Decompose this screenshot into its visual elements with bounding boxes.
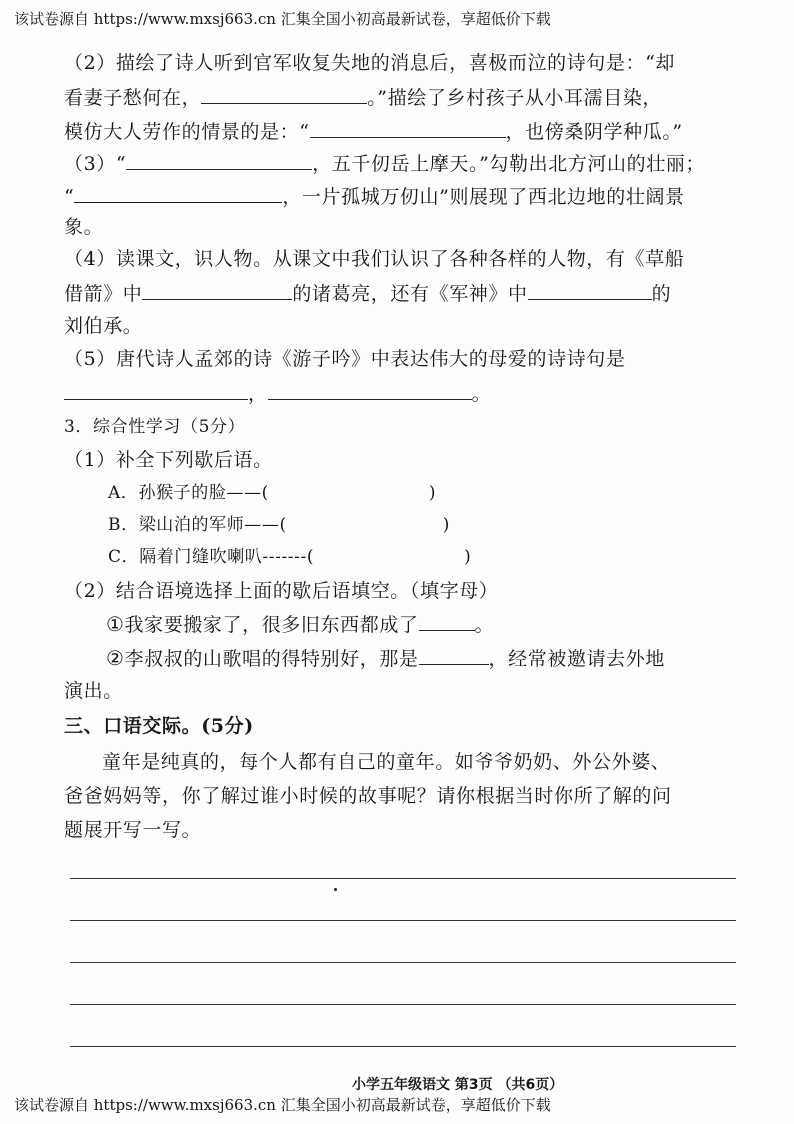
answer-blank[interactable] <box>528 280 652 300</box>
q3-line1: （3）“ ，五千仞岳上摩天。”勾勒出北方河山的壮丽； <box>64 150 705 177</box>
q4-line3: 刘伯承。 <box>64 315 143 337</box>
footer-watermark: 该试卷源自 https://www.mxsj663.cn 汇集全国小初高最新试卷，享超低价下载 <box>14 1096 551 1114</box>
q4-line1: （4）读课文，识人物。从课文中我们认识了各种各样的人物，有《草船 <box>64 248 685 270</box>
answer-blank[interactable] <box>142 280 292 300</box>
q5-line1: （5）唐代诗人孟郊的诗《游子吟》中表达伟大的母爱的诗诗句是 <box>64 348 626 370</box>
idiom-item-a: A．孙猴子的脸——( ) <box>108 483 437 503</box>
writing-line[interactable] <box>70 1046 736 1047</box>
context-item-1: ①我家要搬家了，很多旧东西都成了 。 <box>106 612 495 636</box>
q2-line2: 看妻子愁何在， 。”描绘了乡村孩子从小耳濡目染， <box>64 84 662 111</box>
q2-line1: （2）描绘了诗人听到官军收复失地的消息后，喜极而泣的诗句是：“却 <box>64 52 676 74</box>
answer-blank[interactable] <box>64 380 248 400</box>
answer-blank[interactable] <box>126 150 312 170</box>
answer-blank[interactable] <box>201 84 367 104</box>
writing-line[interactable] <box>70 962 736 963</box>
oral-paragraph-line2: 爸爸妈妈等，你了解过谁小时候的故事呢？请你根据当时你所了解的问 <box>64 785 672 807</box>
idiom-item-c: C．隔着门缝吹喇叭-------( ) <box>108 547 472 567</box>
section3-part2: （2）结合语境选择上面的歇后语填空。（填字母） <box>64 580 499 602</box>
answer-blank[interactable] <box>419 611 475 631</box>
header-watermark: 该试卷源自 https://www.mxsj663.cn 汇集全国小初高最新试卷，享超低价下载 <box>14 10 551 28</box>
answer-blank[interactable] <box>268 380 472 400</box>
q2-line3: 模仿大人劳作的情景的是：“ ，也傍桑阴学种瓜。” <box>64 118 683 145</box>
oral-section-title: 三、口语交际。(5分) <box>64 715 254 737</box>
answer-blank[interactable] <box>74 183 282 203</box>
writing-line[interactable] <box>70 878 736 879</box>
speck <box>334 888 337 891</box>
q5-line2: ， 。 <box>64 380 491 407</box>
context-item-2-cont: 演出。 <box>64 680 123 702</box>
writing-line[interactable] <box>70 920 736 921</box>
writing-line[interactable] <box>70 1004 736 1005</box>
section3-title: 3．综合性学习（5分） <box>64 417 246 437</box>
context-item-2: ②李叔叔的山歌唱的得特别好，那是 ，经常被邀请去外地 <box>106 646 665 670</box>
answer-blank[interactable] <box>419 645 489 665</box>
q3-line2: “ ，一片孤城万仞山”则展现了西北边地的壮阔景 <box>64 183 685 210</box>
idiom-item-b: B．梁山泊的军师——( ) <box>108 515 450 535</box>
section3-part1: （1）补全下列歇后语。 <box>64 449 273 471</box>
q3-line3: 象。 <box>64 216 104 238</box>
answer-blank[interactable] <box>310 118 506 138</box>
oral-paragraph-line3: 题展开写一写。 <box>64 819 202 841</box>
oral-paragraph-line1: 童年是纯真的，每个人都有自己的童年。如爷爷奶奶、外公外婆、 <box>102 751 671 773</box>
page-info: 小学五年级语文 第3页 （共6页） <box>352 1077 564 1093</box>
q4-line2: 借箭》中 的诸葛亮，还有《军神》中 的 <box>64 280 671 307</box>
